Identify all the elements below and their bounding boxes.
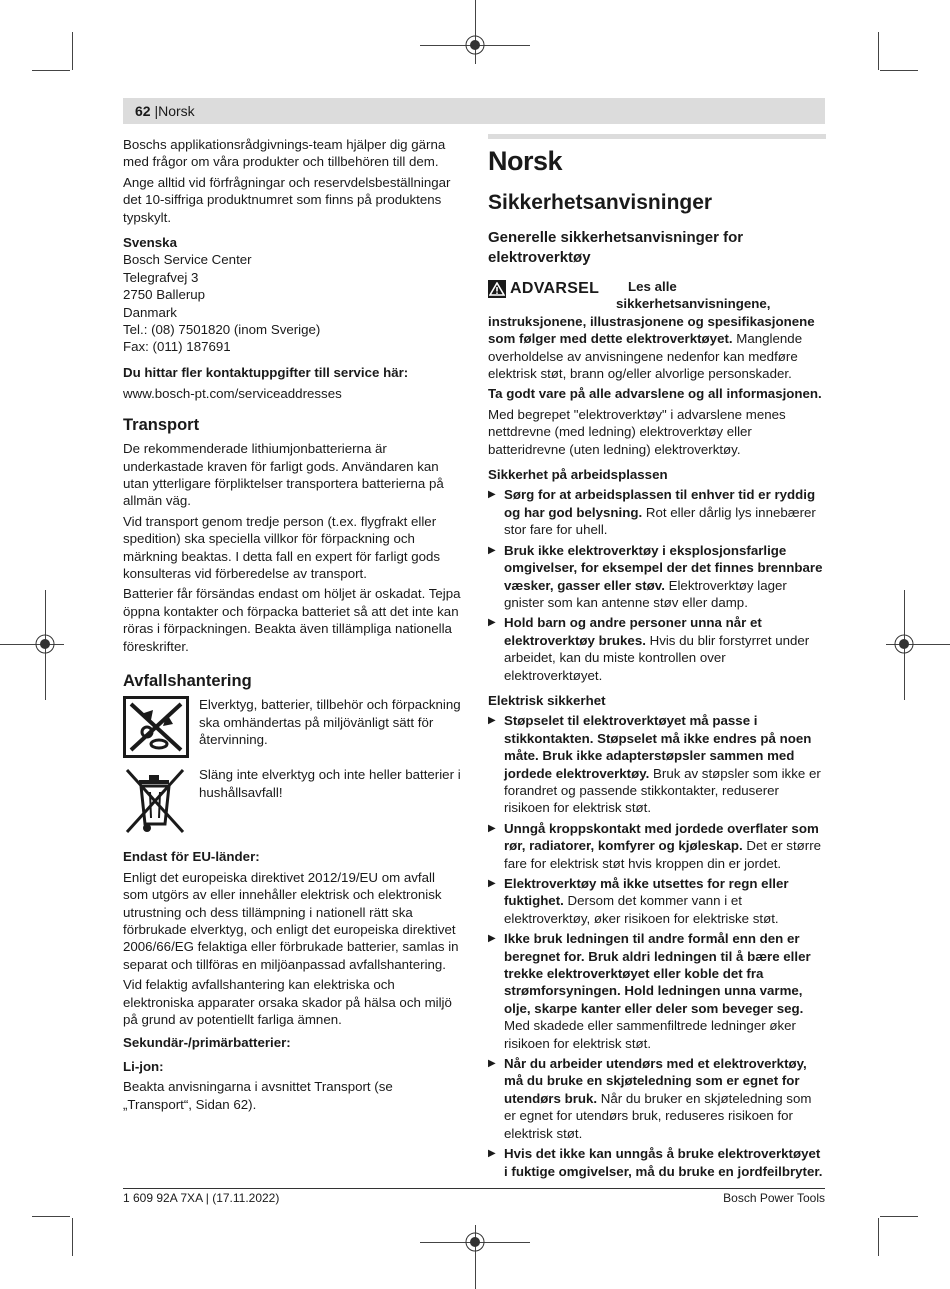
item-text: Med skadede eller sammenfiltrede ledninger øker risikoen for elektrisk støt. bbox=[504, 1018, 796, 1051]
item-bold: Unngå kroppskontakt med jordede overflater som rør, radiatorer, komfyrer og kjøleskap. bbox=[504, 820, 819, 854]
item-bold: Ikke bruk ledningen til andre formål enn den er beregnet for. Bruk aldri ledningen til å bære eller trekke elektroverktøyet eller koble det fra strømforsyningen. Hold ledningen unna varme, olje, skarpe kanter eller deler som beveger seg. bbox=[504, 931, 811, 1016]
country-label: Svenska bbox=[123, 235, 177, 251]
address-line: 2750 Ballerup bbox=[123, 287, 206, 303]
eu-paragraph: Vid felaktig avfallshantering kan elektriska och elektroniska apparater orsaka skador på hälsa och miljö på grund av potentiellt farliga ämnen. bbox=[123, 977, 452, 1028]
intro-paragraph: Ange alltid vid förfrågningar och reservdelsbeställningar det 10-siffriga produktnumret som finns på produktens typskylt. bbox=[123, 174, 451, 225]
item-text: Hvis du blir forstyrret under arbeidet, kan du miste kontrollen over elektroverktøyet. bbox=[504, 632, 810, 683]
item-bold: Når du arbeider utendørs med et elektroverktøy, må du bruke en skjøteledning som er egnet for utendørs bruk. bbox=[504, 1056, 807, 1106]
column-top-rule bbox=[488, 134, 826, 139]
item-bold: Hold barn og andre personer unna når et elektroverktøy brukes. bbox=[504, 615, 762, 648]
service-address bbox=[123, 251, 461, 355]
right-column bbox=[488, 144, 826, 1184]
batteries-heading: Sekundär-/primärbatterier: bbox=[123, 1035, 291, 1051]
address-line: Telegrafvej 3 bbox=[123, 269, 199, 285]
list-item bbox=[488, 820, 826, 872]
page-number: 62 bbox=[135, 103, 151, 119]
warning-block bbox=[488, 278, 826, 382]
liion-heading: Li-jon: bbox=[123, 1058, 164, 1074]
registration-mark-icon bbox=[464, 34, 486, 56]
list-item bbox=[488, 1145, 826, 1180]
workplace-heading: Sikkerhet på arbeidsplassen bbox=[488, 467, 668, 483]
service-url[interactable]: www.bosch-pt.com/serviceaddresses bbox=[123, 386, 342, 402]
list-item bbox=[488, 542, 826, 612]
warning-word: ADVARSEL bbox=[510, 280, 600, 298]
footer-brand: Bosch Power Tools bbox=[723, 1191, 825, 1205]
crop-mark bbox=[880, 1216, 918, 1217]
more-contacts-label: Du hittar fler kontaktuppgifter till service här: bbox=[123, 364, 409, 380]
language-title: Norsk bbox=[488, 146, 563, 176]
safety-title: Sikkerhetsanvisninger bbox=[488, 191, 713, 214]
list-item bbox=[488, 614, 826, 684]
electrical-list bbox=[488, 712, 826, 1180]
item-bold: Hvis det ikke kan unngås å bruke elektroverktøyet i fuktige omgivelser, må du bruke en jordfeilbryter. bbox=[504, 1146, 823, 1179]
item-bold: Sørg for at arbeidsplassen til enhver tid er ryddig og har god belysning. bbox=[504, 487, 816, 520]
item-text: Det er større fare for elektrisk støt hvis kroppen din er jordet. bbox=[504, 838, 822, 871]
crop-mark bbox=[72, 32, 73, 70]
transport-paragraph: De rekommenderade lithiumjonbatterierna är underkastade kraven för farligt gods. Användaren kan utan ytterligare förpliktelser transportera batterierna på allmän väg. bbox=[123, 441, 444, 509]
crop-mark bbox=[878, 32, 879, 70]
list-item bbox=[488, 712, 826, 816]
item-bold: Elektroverktøy må ikke utsettes for regn eller fuktighet. bbox=[504, 876, 789, 909]
eu-paragraph: Enligt det europeiska direktivet 2012/19/EU om avfall som utgörs av eller innehåller elektrisk och elektronisk utrustning och dess tillämpning i nationell rätt ska förbrukade elverktyg, och enligt det europeiska direktivet 2006/66/EG felaktiga eller förbrukade batterier, samlas in separat och tillföras en miljöanpassad avfallshantering. bbox=[123, 869, 459, 972]
disposal-row-recycling bbox=[123, 696, 461, 758]
item-text: Dersom det kommer vann i et elektroverktøy, øker risikoen for elektriske støt. bbox=[504, 893, 779, 926]
left-column bbox=[123, 136, 461, 1116]
intro-paragraph: Boschs applikationsrådgivnings-team hjälper dig gärna med frågor om våra produkter och tillbehören till dem. bbox=[123, 137, 446, 170]
warning-triangle-icon bbox=[488, 280, 506, 298]
registration-mark-icon bbox=[34, 633, 56, 655]
crop-mark bbox=[32, 1216, 70, 1217]
crop-mark bbox=[880, 70, 918, 71]
disposal-text: Släng inte elverktyg och inte heller batterier i hushållsavfall! bbox=[199, 767, 461, 800]
crop-mark bbox=[32, 70, 70, 71]
eu-heading: Endast för EU-länder: bbox=[123, 849, 260, 865]
page-header bbox=[123, 98, 825, 124]
footer-doc-number: 1 609 92A 7XA | (17.11.2022) bbox=[123, 1191, 280, 1205]
registration-mark-icon bbox=[464, 1231, 486, 1253]
transport-heading: Transport bbox=[123, 415, 200, 434]
phone-line: Tel.: (08) 7501820 (inom Sverige) bbox=[123, 322, 321, 338]
warning-badge bbox=[488, 278, 608, 300]
fax-line: Fax: (011) 187691 bbox=[123, 339, 231, 355]
recycling-symbol-icon bbox=[123, 696, 189, 758]
transport-paragraph: Vid transport genom tredje person (t.ex. flygfrakt eller spedition) ska speciella villkor för förpackning och märkning beaktas. I detta fall en expert för farligt gods konsulteras vid förberedelse av transport. bbox=[123, 513, 441, 581]
item-text: Elektroverktøy lager gnister som kan antenne støv eller damp. bbox=[504, 577, 787, 610]
item-text: Når du bruker en skjøteledning som er egnet for utendørs bruk, reduseres risikoen for elektrisk støt. bbox=[504, 1090, 812, 1141]
item-bold: Støpselet til elektroverktøyet må passe i stikkontakten. Støpselet må ikke endres på noen måte. Bruk ikke adapterstøpsler sammen med jordede elektroverktøy. bbox=[504, 713, 812, 781]
crop-mark bbox=[878, 1218, 879, 1256]
footer-rule bbox=[123, 1188, 825, 1189]
list-item bbox=[488, 1055, 826, 1142]
header-language: Norsk bbox=[158, 103, 195, 119]
header-separator: | bbox=[154, 103, 159, 119]
address-line: Bosch Service Center bbox=[123, 252, 252, 268]
crop-mark bbox=[72, 1218, 73, 1256]
crossed-bin-icon bbox=[123, 766, 189, 836]
warning-text: Manglende overholdelse av anvisningene nedenfor kan medføre elektrisk støt, brann og/eller alvorlige personskader. bbox=[488, 331, 803, 382]
disposal-heading: Avfallshantering bbox=[123, 671, 252, 690]
liion-paragraph: Beakta anvisningarna i avsnittet Transport (se „Transport“, Sidan 62). bbox=[123, 1079, 393, 1112]
general-safety-title: Generelle sikkerhetsanvisninger for elektroverktøy bbox=[488, 229, 744, 266]
disposal-row-bin bbox=[123, 766, 461, 836]
keep-notice: Ta godt vare på alle advarslene og all informasjonen. bbox=[488, 386, 822, 402]
registration-mark-icon bbox=[893, 633, 915, 655]
transport-paragraph: Batterier får försändas endast om höljet är oskadat. Tejpa öppna kontakter och förpacka batteriet så att det inte kan röras i förpackningen. Beakta även tillämpliga nationella föreskrifter. bbox=[123, 586, 461, 654]
workplace-list bbox=[488, 486, 826, 683]
electrical-heading: Elektrisk sikkerhet bbox=[488, 692, 606, 708]
disposal-text: Elverktyg, batterier, tillbehör och förpackning ska omhändertas på miljövänligt sätt för återvinning. bbox=[199, 697, 461, 748]
list-item bbox=[488, 486, 826, 538]
list-item bbox=[488, 930, 826, 1052]
item-text: Bruk av støpsler som ikke er forandret og passende stikkontakter, reduserer risikoen for elektrisk støt. bbox=[504, 765, 821, 816]
item-bold: Bruk ikke elektroverktøy i eksplosjonsfarlige omgivelser, for eksempel der det finnes brennbare væsker, gasser eller støv. bbox=[504, 542, 823, 593]
item-text: Rot eller dårlig lys innebærer stor fare for uhell. bbox=[504, 504, 816, 538]
warning-bold-text: Les alle sikkerhetsanvisningene, instruksjonene, illustrasjonene og spesifikasjonene som følger med dette elektroverktøyet. bbox=[488, 279, 815, 347]
definition-paragraph: Med begrepet "elektroverktøy" i advarslene menes nettdrevne (med ledning) elektroverktøy eller batteridrevne (uten ledning) elektroverktøy. bbox=[488, 406, 786, 457]
address-line: Danmark bbox=[123, 304, 177, 320]
list-item bbox=[488, 875, 826, 927]
